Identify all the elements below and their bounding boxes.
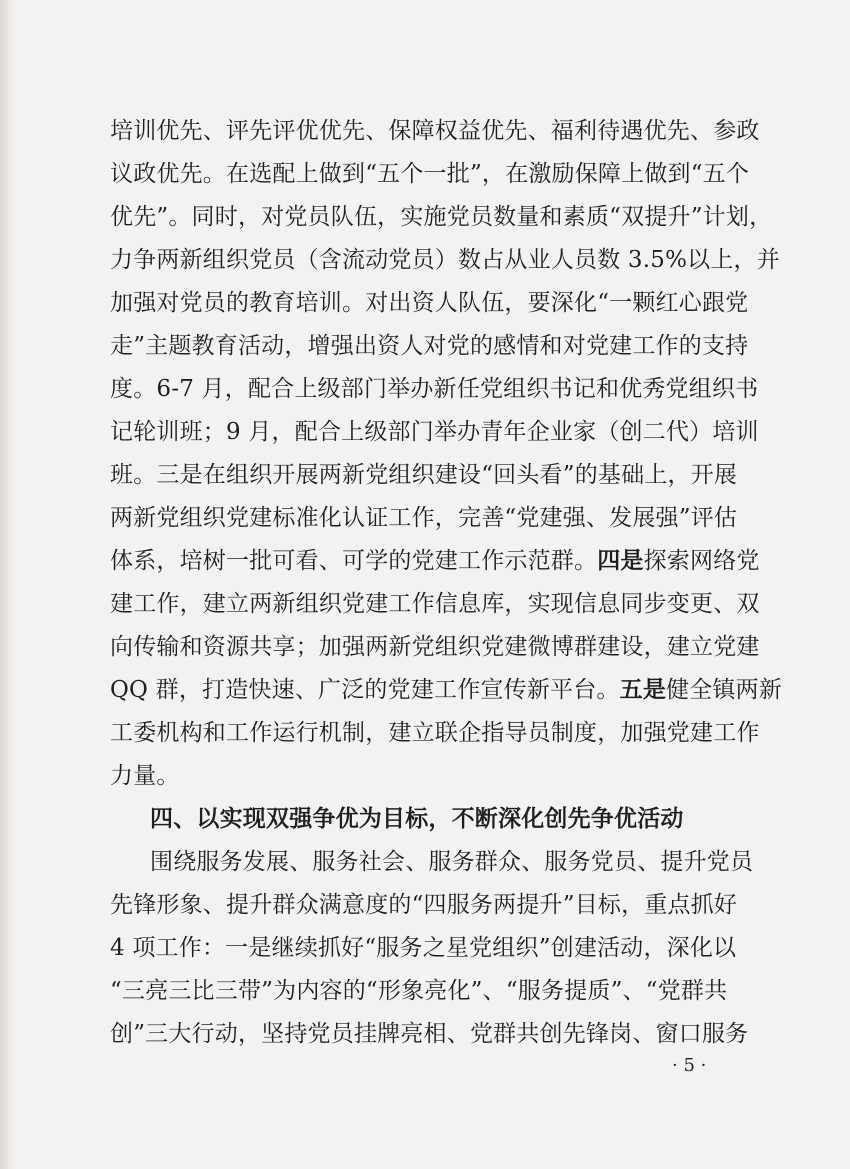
paragraph-line: 先锋形象、提升群众满意度的“四服务两提升”目标，重点抓好 [110, 892, 738, 918]
text-run: 探索网络党 [643, 548, 760, 574]
bold-marker: 四是 [597, 547, 644, 574]
text-run: 体系，培树一批可看、可学的党建工作示范群。 [110, 548, 598, 574]
text-run: 健全镇两新 [666, 677, 783, 703]
paragraph-line: 工委机构和工作运行机制，建立联企指导员制度，加强党建工作 [110, 720, 760, 746]
section-heading: 四、以实现双强争优为目标，不断深化创先争优活动 [150, 805, 684, 832]
page-number: · 5 · [672, 1055, 707, 1076]
paragraph-line: 度。6-7 月，配合上级部门举办新任党组织书记和优秀党组织书 [110, 376, 759, 402]
paragraph-line: 优先”。同时，对党员队伍，实施党员数量和素质“双提升”计划， [110, 204, 773, 230]
paragraph-line: 力量。 [110, 763, 180, 789]
paragraph-line [110, 676, 782, 704]
paragraph-line: 4 项工作：一是继续抓好“服务之星党组织”创建活动，深化以 [110, 935, 737, 961]
bold-marker: 五是 [619, 676, 667, 703]
paragraph-line: 围绕服务发展、服务社会、服务群众、服务党员、提升党员 [150, 849, 754, 875]
paragraph-line: “三亮三比三带”为内容的“形象亮化”、“服务提质”、“党群共 [110, 978, 728, 1004]
paragraph-line: 力争两新组织党员（含流动党员）数占从业人员数 3.5%以上，并 [110, 247, 780, 273]
paragraph-line: 加强对党员的教育培训。对出资人队伍，要深化“一颗红心跟党 [110, 290, 749, 316]
paragraph-line: 培训优先、评先评优优先、保障权益优先、福利待遇优先、参政 [110, 118, 760, 144]
paragraph-line: 向传输和资源共享；加强两新党组织党建微博群建设，建立党建 [110, 634, 760, 660]
paragraph-line: 两新党组织党建标准化认证工作，完善“党建强、发展强”评估 [110, 505, 738, 531]
paragraph-line: 记轮训班；9 月，配合上级部门举办青年企业家（创二代）培训 [110, 419, 759, 445]
text-run: QQ 群，打造快速、广泛的党建工作宣传新平台。 [110, 677, 620, 703]
paragraph-line: 议政优先。在选配上做到“五个一批”，在激励保障上做到“五个 [110, 161, 750, 187]
paragraph-line: 班。三是在组织开展两新党组织建设“回头看”的基础上，开展 [110, 462, 738, 488]
paragraph-line: 创”三大行动，坚持党员挂牌亮相、党群共创先锋岗、窗口服务 [110, 1021, 749, 1047]
paragraph-line: 走”主题教育活动，增强出资人对党的感情和对党建工作的支持 [110, 333, 749, 359]
paragraph-line [110, 547, 760, 575]
paragraph-line: 建工作，建立两新组织党建工作信息库，实现信息同步变更、双 [110, 591, 760, 617]
